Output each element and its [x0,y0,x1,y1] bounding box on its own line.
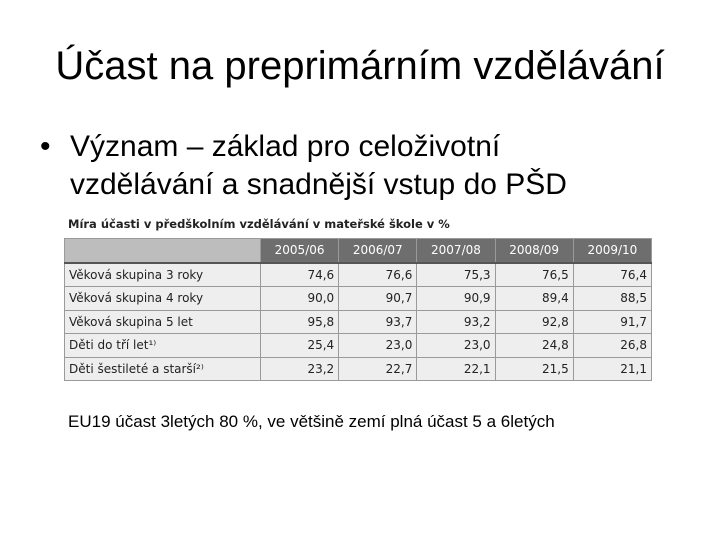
table-cell: 26,8 [573,334,651,358]
table-cell: 90,7 [339,287,417,311]
table-cell: 95,8 [261,310,339,334]
table-cell: 22,7 [339,357,417,381]
table-cell: 23,0 [339,334,417,358]
table-header-row [65,239,652,263]
table-cell: 88,5 [573,287,651,311]
table-cell: 74,6 [261,263,339,287]
bullet-line-2: vzdělávání a snadnější vstup do PŠD [70,168,567,201]
row-label: Děti do tří let¹⁾ [65,334,261,358]
table-row [65,310,652,334]
table-cell: 75,3 [417,263,495,287]
table-row [65,263,652,287]
table-cell: 90,9 [417,287,495,311]
table-cell: 24,8 [495,334,573,358]
participation-table [64,238,652,381]
table-row [65,357,652,381]
row-label: Věková skupina 5 let [65,310,261,334]
column-header: 2008/09 [495,239,573,263]
slide-title: Účast na preprimárním vzdělávání [55,44,665,88]
table-cell: 23,2 [261,357,339,381]
row-label: Věková skupina 4 roky [65,287,261,311]
table-cell: 92,8 [495,310,573,334]
table-caption: Míra účasti v předškolním vzdělávání v mateřské škole v % [68,217,450,231]
table-cell: 93,7 [339,310,417,334]
table-cell: 76,4 [573,263,651,287]
row-label: Věková skupina 3 roky [65,263,261,287]
table-cell: 76,6 [339,263,417,287]
participation-table-figure [64,210,652,381]
bullet-item [40,128,680,204]
table-cell: 93,2 [417,310,495,334]
row-label: Děti šestileté a starší²⁾ [65,357,261,381]
table-cell: 21,1 [573,357,651,381]
column-header: 2005/06 [261,239,339,263]
bullet-text [70,128,680,204]
bullet-marker: • [40,130,51,163]
table-cell: 90,0 [261,287,339,311]
table-header-corner [65,239,261,263]
table-row [65,287,652,311]
table-cell: 23,0 [417,334,495,358]
table-cell: 91,7 [573,310,651,334]
table-cell: 21,5 [495,357,573,381]
table-row [65,334,652,358]
column-header: 2009/10 [573,239,651,263]
table-cell: 22,1 [417,357,495,381]
table-cell: 89,4 [495,287,573,311]
column-header: 2007/08 [417,239,495,263]
bullet-line-1: Význam – základ pro celoživotní [70,130,501,163]
column-header: 2006/07 [339,239,417,263]
footnote-text: EU19 účast 3letých 80 %, ve většině zemí plná účast 5 a 6letých [68,412,555,431]
table-cell: 25,4 [261,334,339,358]
table-cell: 76,5 [495,263,573,287]
